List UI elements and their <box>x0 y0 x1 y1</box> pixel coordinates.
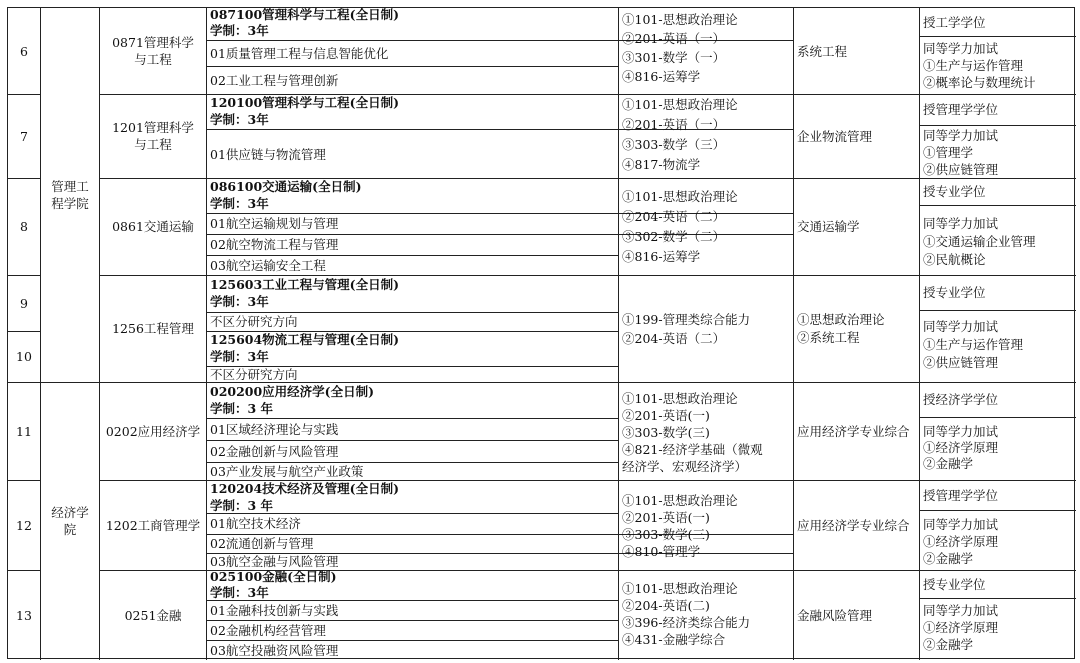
program-duration: 学制：3年 <box>210 349 269 364</box>
major-code: 0202应用经济学 <box>105 423 201 439</box>
research-direction: 不区分研究方向 <box>210 366 298 382</box>
exam-subjects <box>622 95 738 175</box>
research-direction: 03航空运输安全工程 <box>210 257 326 273</box>
retest-subjects <box>797 311 885 347</box>
major-code: 1201管理科学与工程 <box>112 120 194 152</box>
exam-subjects <box>622 492 738 560</box>
major-code: 0251金融 <box>124 607 182 623</box>
exam-subject: ④817-物流学 <box>622 157 701 172</box>
extra-exam-subject: ①经济学原理 <box>923 534 999 549</box>
research-direction: 02金融机构经营管理 <box>210 622 326 638</box>
program-duration: 学制：3年 <box>210 585 269 600</box>
program-duration: 学制：3 年 <box>210 401 274 416</box>
college-economics: 经济学院 <box>51 505 89 537</box>
exam-subject: ②204-英语（二） <box>622 209 726 224</box>
college-management: 管理工程学院 <box>51 179 89 211</box>
program-title-block <box>210 480 399 514</box>
program-duration: 学制：3年 <box>210 294 269 309</box>
extra-exam <box>923 215 1036 269</box>
program-title-block <box>210 383 374 417</box>
research-direction: 01区域经济理论与实践 <box>210 421 339 437</box>
retest-subject: ②系统工程 <box>797 330 860 345</box>
program-title: 125604物流工程与管理(全日制) <box>210 332 400 347</box>
exam-subject: ③302-数学（二） <box>622 229 726 244</box>
extra-exam-subject: ①经济学原理 <box>923 440 999 455</box>
exam-subject: ①101-思想政治理论 <box>622 97 738 112</box>
exam-subject: ①101-思想政治理论 <box>622 493 738 508</box>
program-title: 087100管理科学与工程(全日制) <box>210 7 400 22</box>
extra-exam-subject: ①交通运输企业管理 <box>923 234 1036 249</box>
exam-subjects <box>622 187 738 267</box>
exam-subject: ②201-英语(一) <box>622 510 710 525</box>
extra-exam-subject: ①经济学原理 <box>923 620 999 635</box>
degree-type: 授管理学学位 <box>923 487 999 503</box>
exam-subject: ①101-思想政治理论 <box>622 391 738 406</box>
exam-subject: ④431-金融学综合 <box>622 632 726 647</box>
extra-exam-subject: ②民航概论 <box>923 252 986 267</box>
extra-exam <box>923 40 1036 91</box>
extra-exam <box>923 516 998 567</box>
research-direction: 01航空运输规划与管理 <box>210 216 339 231</box>
extra-exam-subject: ①生产与运作管理 <box>923 58 1024 73</box>
research-direction: 02航空物流工程与管理 <box>210 237 339 252</box>
major-code: 1256工程管理 <box>112 321 194 336</box>
admissions-table <box>7 7 1075 659</box>
program-title-block <box>210 331 399 365</box>
exam-subjects <box>622 10 738 86</box>
exam-subject: ①101-思想政治理论 <box>622 189 738 204</box>
extra-exam <box>923 424 998 472</box>
exam-subjects <box>622 310 750 348</box>
retest-subject: 应用经济学专业综合 <box>797 517 910 533</box>
retest-subject: 应用经济学专业综合 <box>797 423 910 439</box>
exam-subject: ①199-管理类综合能力 <box>622 312 751 327</box>
research-direction: 01质量管理工程与信息智能优化 <box>210 46 389 61</box>
program-title-block <box>210 7 399 39</box>
extra-exam-subject: ①生产与运作管理 <box>923 337 1024 352</box>
major-code: 1202工商管理学 <box>105 517 201 533</box>
program-title: 120100管理科学与工程(全日制) <box>210 95 400 110</box>
program-title-block <box>210 569 337 601</box>
exam-subject: ①101-思想政治理论 <box>622 12 738 27</box>
retest-subject: 交通运输学 <box>797 219 860 234</box>
program-title-block <box>210 276 399 310</box>
extra-exam-label: 同等学力加试 <box>923 128 999 143</box>
extra-exam <box>923 318 1023 372</box>
row-number: 9 <box>20 295 28 311</box>
retest-subject: 系统工程 <box>797 43 848 59</box>
degree-type: 授专业学位 <box>923 576 986 592</box>
exam-subject: ④816-运筹学 <box>622 69 701 84</box>
extra-exam-label: 同等学力加试 <box>923 517 999 532</box>
research-direction: 03航空投融资风险管理 <box>210 642 339 658</box>
row-number: 12 <box>16 517 32 533</box>
row-number: 8 <box>20 219 28 234</box>
degree-type: 授经济学学位 <box>923 392 999 407</box>
degree-type: 授工学学位 <box>923 14 986 30</box>
degree-type: 授专业学位 <box>923 285 986 300</box>
extra-exam <box>923 127 998 178</box>
research-direction: 02金融创新与风险管理 <box>210 443 339 459</box>
research-direction: 02工业工程与管理创新 <box>210 73 339 88</box>
extra-exam-subject: ②金融学 <box>923 637 974 652</box>
program-title: 025100金融(全日制) <box>210 569 337 584</box>
research-direction: 03航空金融与风险管理 <box>210 554 339 569</box>
program-title: 020200应用经济学(全日制) <box>210 384 375 399</box>
program-title: 125603工业工程与管理(全日制) <box>210 277 400 292</box>
extra-exam-subject: ①管理学 <box>923 145 974 160</box>
program-title: 086100交通运输(全日制) <box>210 179 362 194</box>
degree-type: 授专业学位 <box>923 184 986 199</box>
research-direction: 01航空技术经济 <box>210 516 301 531</box>
extra-exam-subject: ②概率论与数理统计 <box>923 75 1036 90</box>
exam-subject: ③301-数学（一） <box>622 50 726 65</box>
exam-subject: ②201-英语(一) <box>622 408 710 423</box>
exam-subject: ④821-经济学基础（微观 <box>622 442 763 457</box>
extra-exam-label: 同等学力加试 <box>923 41 999 56</box>
row-number: 6 <box>20 43 28 59</box>
exam-subject: ④810-管理学 <box>622 544 701 559</box>
major-code: 0861交通运输 <box>112 219 194 234</box>
extra-exam-subject: ②金融学 <box>923 456 974 471</box>
extra-exam-subject: ②金融学 <box>923 551 974 566</box>
program-duration: 学制：3年 <box>210 112 269 127</box>
program-duration: 学制：3年 <box>210 196 269 211</box>
extra-exam-subject: ②供应链管理 <box>923 355 999 370</box>
exam-subject: ④816-运筹学 <box>622 249 701 264</box>
program-duration: 学制：3年 <box>210 23 269 38</box>
exam-subject: ②204-英语（二） <box>622 331 726 346</box>
research-direction: 不区分研究方向 <box>210 314 298 329</box>
exam-subjects <box>622 580 750 648</box>
exam-subject: ①101-思想政治理论 <box>622 581 738 596</box>
extra-exam-label: 同等学力加试 <box>923 603 999 618</box>
program-title: 120204技术经济及管理(全日制) <box>210 481 400 496</box>
retest-subject: 金融风险管理 <box>797 607 873 623</box>
retest-subject: 企业物流管理 <box>797 128 873 144</box>
program-title-block <box>210 94 399 128</box>
row-number: 7 <box>20 128 28 144</box>
exam-subject: ②201-英语（一） <box>622 31 726 46</box>
program-title-block <box>210 178 362 212</box>
row-number: 11 <box>16 423 32 439</box>
research-direction: 01金融科技创新与实践 <box>210 602 339 618</box>
exam-subject: ②204-英语(二) <box>622 598 710 613</box>
extra-exam-subject: ②供应链管理 <box>923 162 999 177</box>
extra-exam-label: 同等学力加试 <box>923 319 999 334</box>
program-duration: 学制：3 年 <box>210 498 274 513</box>
degree-type: 授管理学学位 <box>923 102 999 117</box>
exam-subject: ③396-经济类综合能力 <box>622 615 751 630</box>
exam-subject: ③303-数学（三） <box>622 137 726 152</box>
exam-subjects <box>622 390 763 475</box>
extra-exam-label: 同等学力加试 <box>923 424 999 439</box>
exam-subject: ③303-数学(三) <box>622 425 710 440</box>
major-code: 0871管理科学与工程 <box>112 35 194 67</box>
extra-exam-label: 同等学力加试 <box>923 216 999 231</box>
research-direction: 03产业发展与航空产业政策 <box>210 463 364 479</box>
retest-subject: ①思想政治理论 <box>797 312 885 327</box>
extra-exam <box>923 602 998 653</box>
row-number: 13 <box>16 607 32 623</box>
exam-subject: 经济学、宏观经济学） <box>622 459 748 474</box>
research-direction: 01供应链与物流管理 <box>210 146 326 162</box>
exam-subject: ③303-数学(三) <box>622 527 710 542</box>
row-number: 10 <box>16 349 32 364</box>
research-direction: 02流通创新与管理 <box>210 536 314 551</box>
exam-subject: ②201-英语（一） <box>622 117 726 132</box>
